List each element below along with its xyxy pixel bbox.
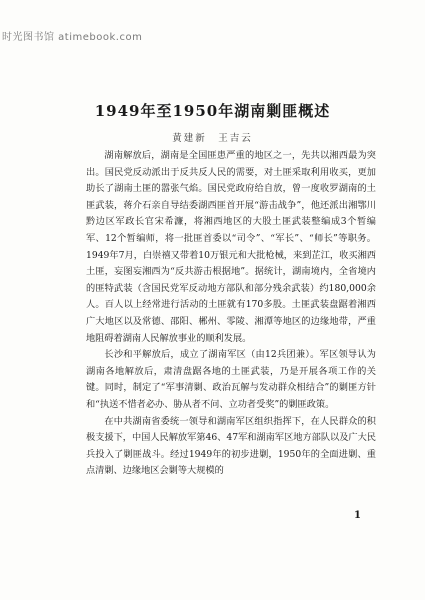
paragraph: 湖南解放后，湖南是全国匪患严重的地区之一，先共以湘西最为突出。国民党反动派出于反共反人民的需要，对土匪采取利用收买，更加助长了湖南土匪的嚣张气焰。国民党政府给自放，曾一度收罗湖南的土匪武装，蒋介石亲自导结委湖西匪首开展“游击战争”，他还派出湘鄂川黔边区军政长官宋希濂，将湘西地区的大股土匪武装整编成3个暂编军、12个暂编师，将一批匪首委以“司令”、“军长”、“师长”等职务。1949年7月，白崇禧又带着10万银元和大批枪械，来到芷江，收买湘西土匪，妄图妄湘西为“反共游击根据地”。据统计，湖南境内，全省境内的匪特武装（含国民党军反动地方部队和部分残余武装）约180,000余人。百人以上经常进行活动的土匪就有170多股。土匪武装盘踞着湘西广大地区以及常德、邵阳、郴州、零陵、湘潭等地区的边缘地带，严重地阻碍着湖南人民解放事业的顺利发展。	[86, 150, 376, 344]
paragraph: 长沙和平解放后，成立了湖南军区（由12兵团兼）。军区领导认为湖南各地解放后，肃清盘踞各地的土匪武装，乃是开展各项工作的关键。同时，制定了“军事清剿、政治瓦解与发动群众相结合”的剿匪方针和“执送不惜者必办、胁从者不问、立功者受奖”的剿匪政策。	[86, 349, 376, 410]
paragraph: 在中共湖南省委统一领导和湖南军区组织指挥下，在人民群众的积极支援下，中国人民解放军第46、47军和湖南军区地方部队以及广大民兵投入了剿匪战斗。经过1949年的初步进剿，1950年的全面进剿、重点清剿、边缘地区会剿等大规模的	[86, 415, 376, 477]
author-line: 黄建新 王吉云	[172, 133, 253, 144]
page-number: 1	[354, 510, 361, 521]
page-title: 1949年至1950年湖南剿匪概述	[94, 102, 331, 120]
article-body	[86, 148, 376, 480]
watermark: 时光图书馆 atimebook.com	[2, 32, 143, 43]
